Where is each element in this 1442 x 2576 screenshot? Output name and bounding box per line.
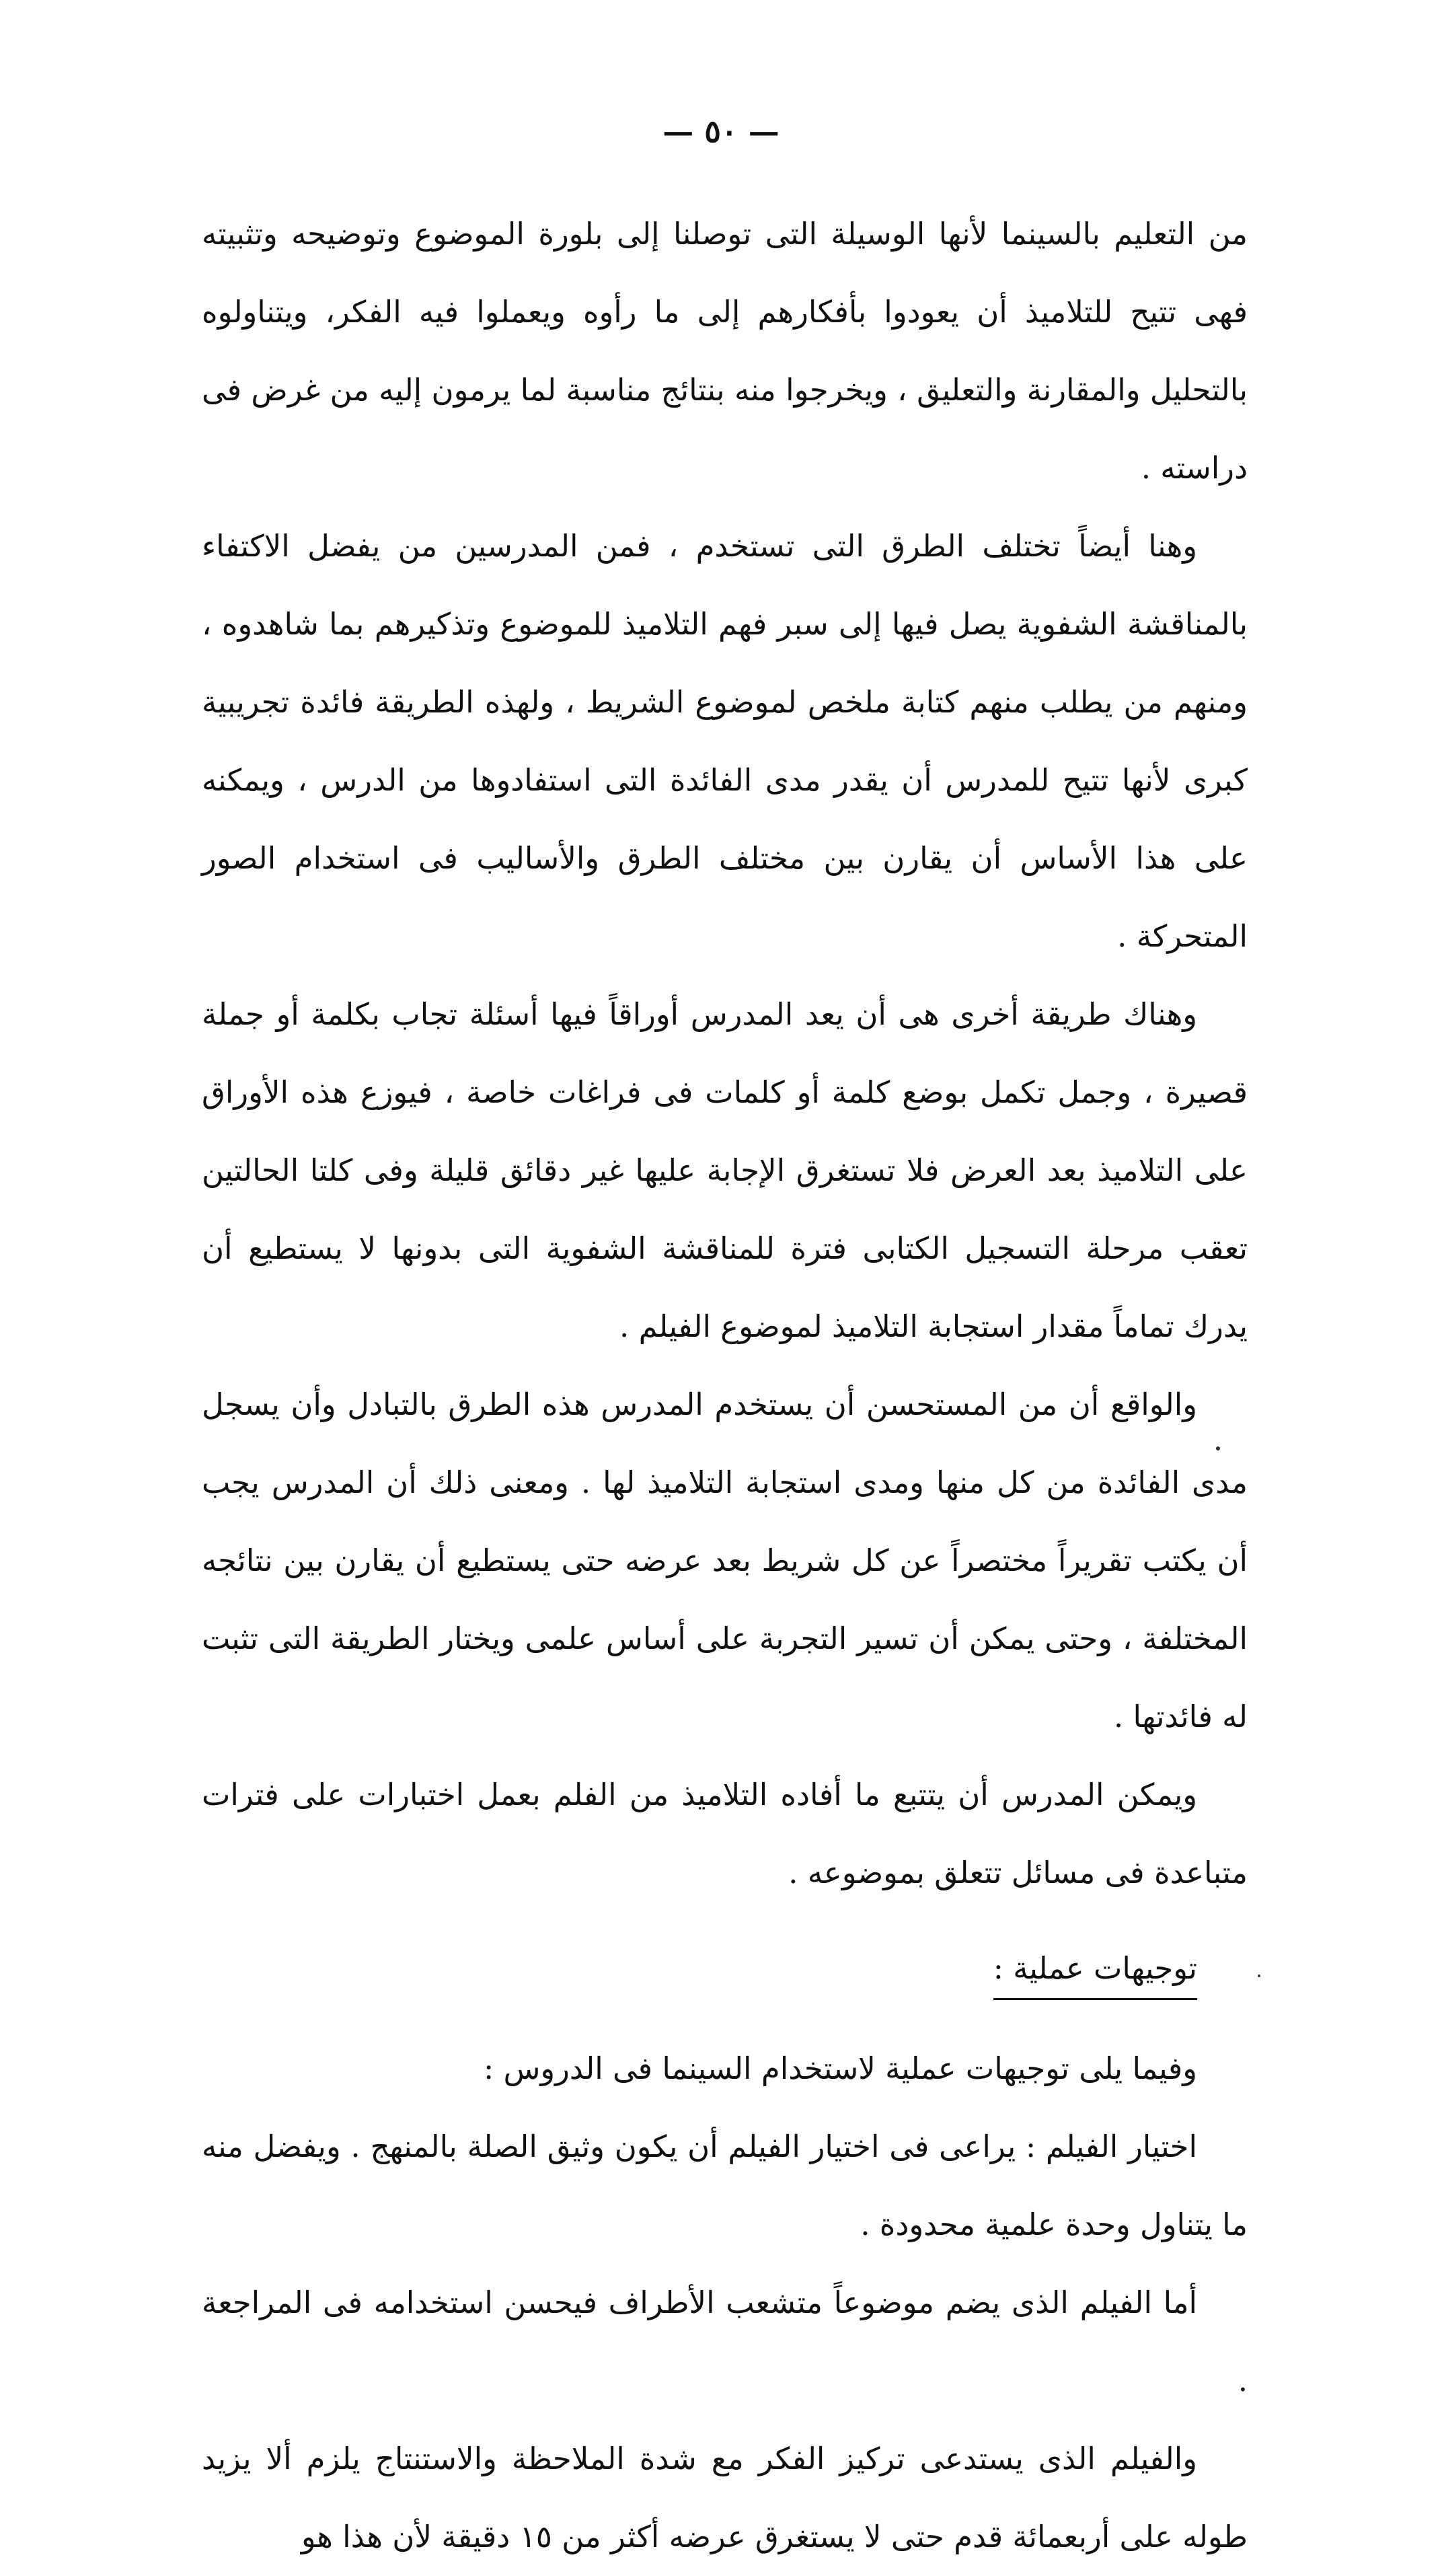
- ink-speck: [1216, 1446, 1220, 1450]
- paragraph: اختيار الفيلم : يراعى فى اختيار الفيلم أن يكون وثيق الصلة بالمنهج . ويفضل منه ما يتناول وحدة علمية محدودة .: [202, 2129, 1248, 2242]
- paragraph: من التعليم بالسينما لأنها الوسيلة التى توصلنا إلى بلورة الموضوع وتوضيحه وتثبيته فهى تتيح للتلاميذ أن يعودوا بأفكارهم إلى ما رأوه ويعملوا فيه الفكر، ويتناولوه بالتحليل والمقارنة والتعليق ، ويخرجوا منه بنتائج مناسبة لما يرمون إليه من غرض فى دراسته .: [202, 216, 1248, 486]
- page-number: — ٥٠ —: [662, 113, 780, 149]
- page-body: [202, 195, 1248, 2576]
- paragraph: ويمكن المدرس أن يتتبع ما أفاده التلاميذ من الفلم بعمل اختبارات على فترات متباعدة فى مسائل تتعلق بموضوعه .: [202, 1777, 1248, 1890]
- paragraph: والواقع أن من المستحسن أن يستخدم المدرس هذه الطرق بالتبادل وأن يسجل مدى الفائدة من كل منها ومدى استجابة التلاميذ لها . ومعنى ذلك أن المدرس يجب أن يكتب تقريراً مختصراً عن كل شريط بعد عرضه حتى يستطيع أن يقارن بين نتائجه المختلفة ، وحتى يمكن أن تسير التجربة على أساس علمى ويختار الطريقة التى تثبت له فائدتها .: [202, 1387, 1248, 1734]
- paragraph: وفيما يلى توجيهات عملية لاستخدام السينما فى الدروس :: [484, 2051, 1197, 2086]
- section-heading: توجيهات عملية :: [993, 1942, 1197, 2000]
- paragraph: وهناك طريقة أخرى هى أن يعد المدرس أوراقاً فيها أسئلة تجاب بكلمة أو جملة قصيرة ، وجمل تكمل بوضع كلمة أو كلمات فى فراغات خاصة ، فيوزع هذه الأوراق على التلاميذ بعد العرض فلا تستغرق الإجابة عليها غير دقائق قليلة وفى كلتا الحالتين تعقب مرحلة التسجيل الكتابى فترة للمناقشة الشفوية التى بدونها لا يستطيع أن يدرك تماماً مقدار استجابة التلاميذ لموضوع الفيلم .: [202, 996, 1248, 1344]
- paragraph: وهنا أيضاً تختلف الطرق التى تستخدم ، فمن المدرسين من يفضل الاكتفاء بالمناقشة الشفوية يصل فيها إلى سبر فهم التلاميذ للموضوع وتذكيرهم بما شاهدوه ، ومنهم من يطلب منهم كتابة ملخص لموضوع الشريط ، ولهذه الطريقة فائدة تجريبية كبرى لأنها تتيح للمدرس أن يقدر مدى الفائدة التى استفادوها من الدرس ، ويمكنه على هذا الأساس أن يقارن بين مختلف الطرق والأساليب فى استخدام الصور المتحركة .: [202, 528, 1248, 954]
- paragraph: والفيلم الذى يستدعى تركيز الفكر مع شدة الملاحظة والاستنتاج يلزم ألا يزيد طوله على أربعمائة قدم حتى لا يستغرق عرضه أكثر من ١٥ دقيقة لأن هذا هو: [202, 2441, 1248, 2554]
- section-heading-wrap: [202, 1912, 1248, 2030]
- ink-speck: [1258, 1975, 1260, 1977]
- paragraph: أما الفيلم الذى يضم موضوعاً متشعب الأطراف فيحسن استخدامه فى المراجعة .: [202, 2285, 1248, 2398]
